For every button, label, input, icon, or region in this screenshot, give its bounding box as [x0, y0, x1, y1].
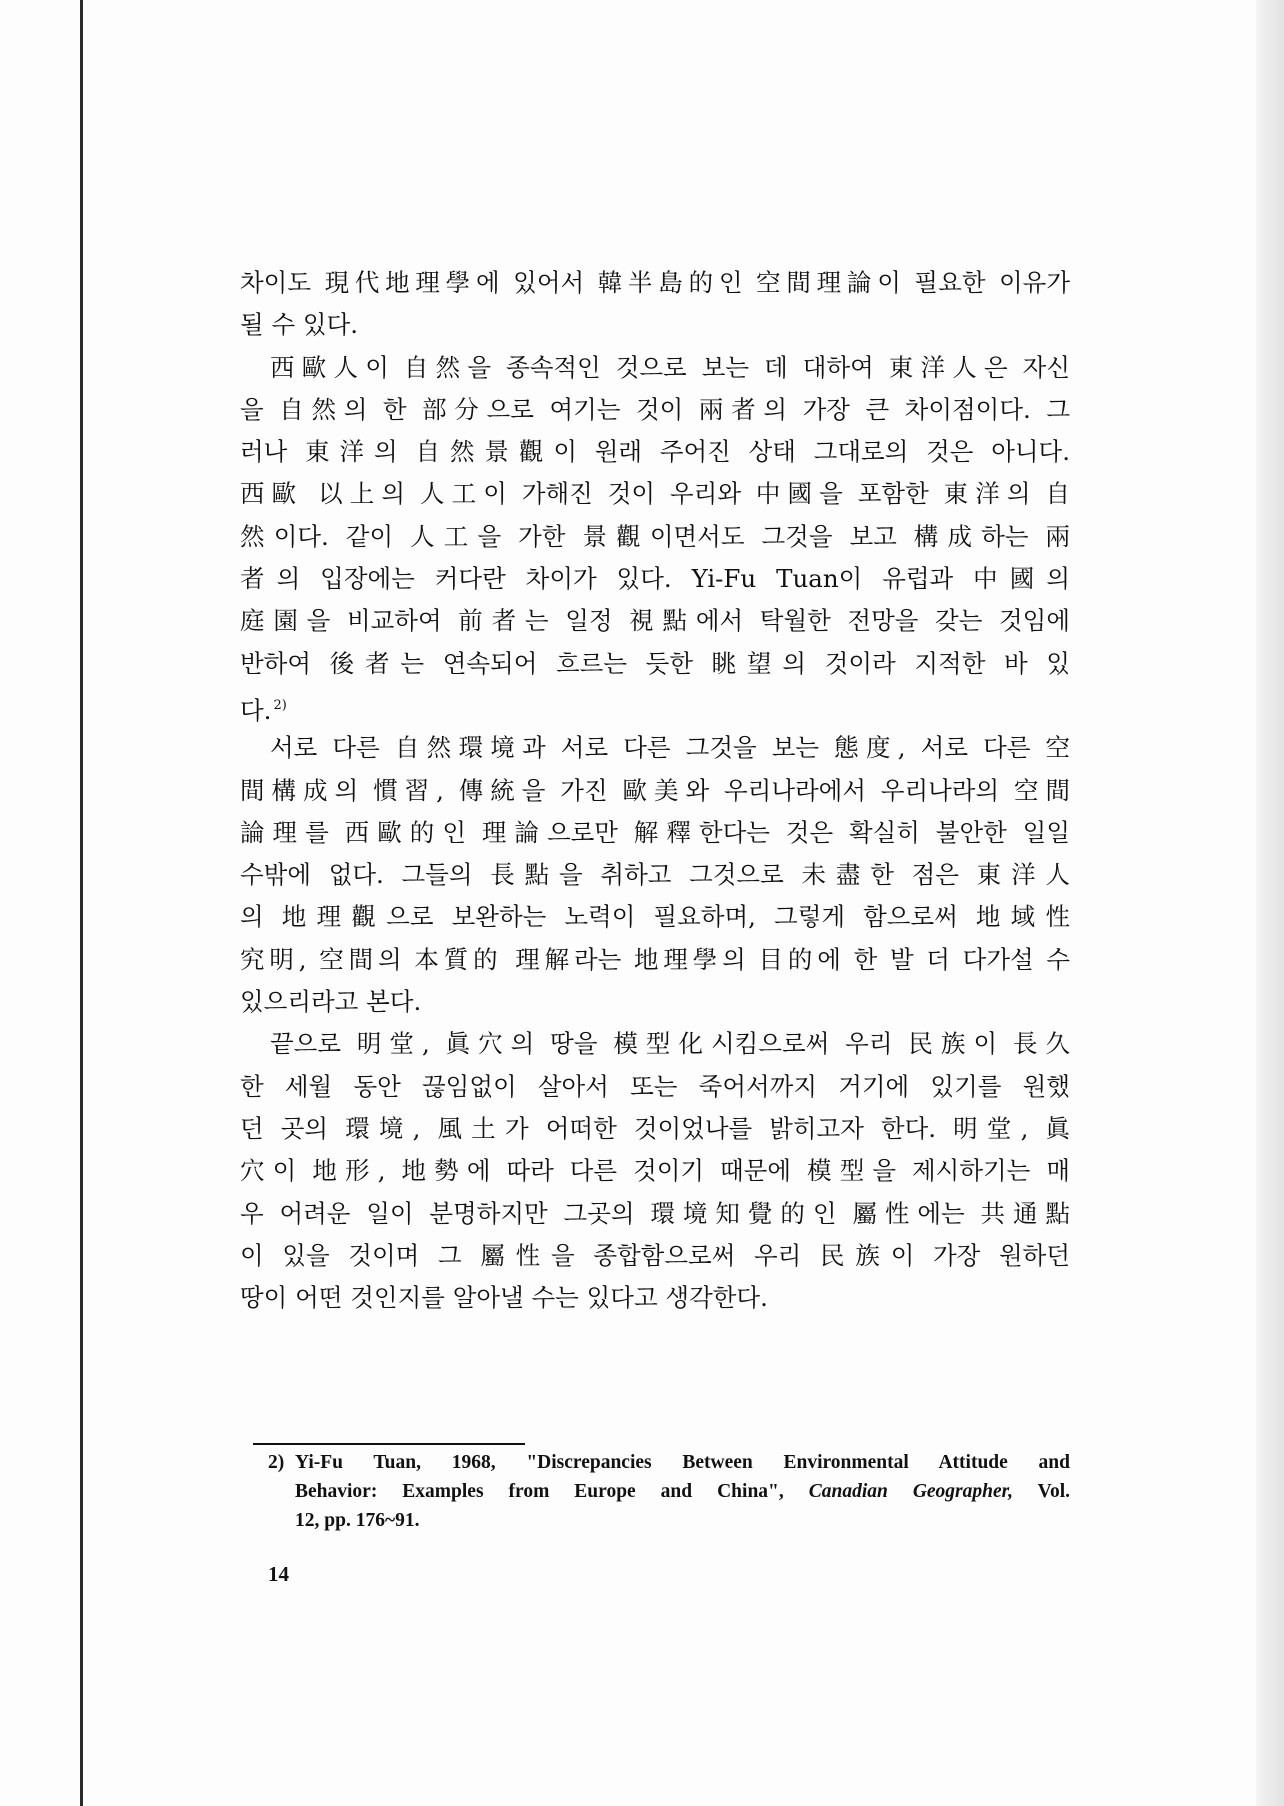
footnote-text: Yi-Fu Tuan, 1968, "Discrepancies Between Environmental Attitude and — [295, 1452, 1070, 1473]
text-line: 땅이 어떤 것인지를 알아낼 수는 있다고 생각한다. — [240, 1283, 768, 1313]
text-line: 을 自然의 한 部分으로 여기는 것이 兩者의 가장 큰 차이점이다. 그 — [240, 394, 1070, 424]
text-line: 될 수 있다. — [240, 310, 359, 340]
text-line: 間構成의 慣習, 傳統을 가진 歐美와 우리나라에서 우리나라의 空間 — [240, 775, 1070, 805]
text-line: 然이다. 같이 人工을 가한 景觀이면서도 그것을 보고 構成하는 兩 — [240, 521, 1070, 551]
text-line: 우 어려운 일이 분명하지만 그곳의 環境知覺的인 屬性에는 共通點 — [240, 1198, 1070, 1228]
text-line: 穴이 地形, 地勢에 따라 다른 것이기 때문에 模型을 제시하기는 매 — [240, 1156, 1070, 1186]
footnote-number: 2) — [268, 1452, 285, 1473]
text-line: 者의 입장에는 커다란 차이가 있다. Yi-Fu Tuan이 유럽과 中國의 — [240, 564, 1070, 594]
footnote-reference: 2) — [273, 697, 287, 713]
footnote-line — [268, 1448, 1070, 1477]
text-line: 차이도 現代地理學에 있어서 韓半島的인 空間理論이 필요한 이유가 — [240, 268, 1070, 297]
page-right-shadow — [1256, 0, 1284, 1806]
text-line: 러나 東洋의 自然景觀이 원래 주어진 상태 그대로의 것은 아니다. — [240, 437, 1070, 467]
text-line: 西歐人이 自然을 종속적인 것으로 보는 데 대하여 東洋人은 자신 — [270, 352, 1070, 382]
footnote-text: Vol. — [1037, 1481, 1071, 1502]
text-line: 다. — [240, 695, 272, 725]
footnote-line — [268, 1477, 1070, 1506]
page-number: 14 — [268, 1562, 289, 1586]
text-line: 庭園을 비교하여 前者는 일정 視點에서 탁월한 전망을 갖는 것임에 — [240, 606, 1070, 636]
text-line: 究明, 空間의 本質的 理解라는 地理學의 目的에 한 발 더 다가설 수 — [240, 944, 1070, 974]
footnote-divider — [253, 1443, 525, 1445]
text-line: 論理를 西歐的인 理論으로만 解釋한다는 것은 확실히 불안한 일일 — [240, 817, 1070, 847]
text-line: 던 곳의 環境, 風土가 어떠한 것이었나를 밝히고자 한다. 明堂, 眞 — [240, 1113, 1070, 1143]
journal-title: Canadian Geographer, — [808, 1481, 1014, 1502]
footnote-text: Behavior: Examples from Europe and China", — [295, 1481, 784, 1502]
text-line: 이 있을 것이며 그 屬性을 종합함으로써 우리 民族이 가장 원하던 — [240, 1240, 1070, 1270]
text-line: 한 세월 동안 끊임없이 살아서 또는 죽어서까지 거기에 있기를 원했 — [240, 1071, 1070, 1101]
body-text — [240, 262, 1070, 1319]
footnote — [268, 1448, 1070, 1535]
text-line: 끝으로 明堂, 眞穴의 땅을 模型化시킴으로써 우리 民族이 長久 — [270, 1029, 1070, 1059]
text-line-with-footnote — [240, 685, 1070, 727]
text-line: 있으리라고 본다. — [240, 987, 422, 1017]
text-line: 반하여 後者는 연속되어 흐르는 듯한 眺望의 것이라 지적한 바 있 — [240, 648, 1070, 678]
page-left-edge — [80, 0, 83, 1806]
text-line: 서로 다른 自然環境과 서로 다른 그것을 보는 態度, 서로 다른 空 — [270, 733, 1070, 763]
text-line: 西歐 以上의 人工이 가해진 것이 우리와 中國을 포함한 東洋의 自 — [240, 479, 1070, 509]
footnote-line: 12, pp. 176~91. — [295, 1510, 420, 1531]
text-line: 수밖에 없다. 그들의 長點을 취하고 그것으로 未盡한 점은 東洋人 — [240, 860, 1070, 890]
text-line: 의 地理觀으로 보완하는 노력이 필요하며, 그렇게 함으로써 地域性 — [240, 902, 1070, 932]
